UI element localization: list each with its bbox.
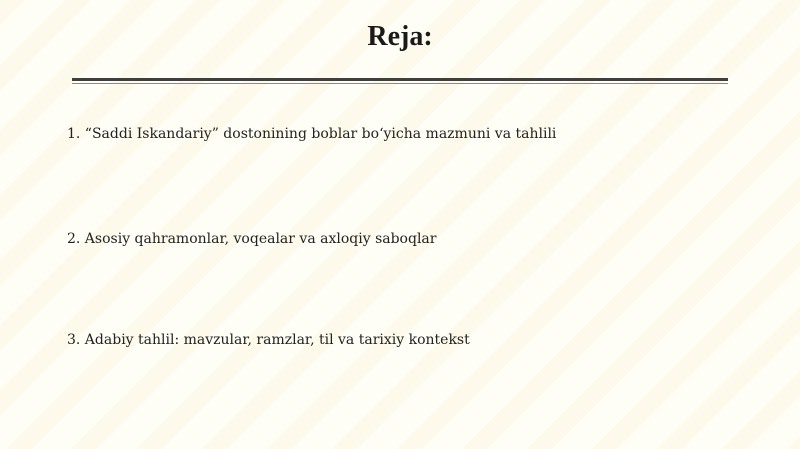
plan-item-2: 2. Asosiy qahramonlar, voqealar va axloqiy saboqlar [67, 231, 437, 247]
plan-item-3: 3. Adabiy tahlil: mavzular, ramzlar, til va tarixiy kontekst [67, 332, 470, 348]
plan-item-1: 1. “Saddi Iskandariy” dostonining boblar bo‘yicha mazmuni va tahlili [67, 126, 557, 142]
slide-title: Reja: [367, 21, 433, 52]
divider-thin-line [72, 83, 728, 84]
divider-thick-line [72, 78, 728, 81]
title-divider [72, 78, 728, 86]
